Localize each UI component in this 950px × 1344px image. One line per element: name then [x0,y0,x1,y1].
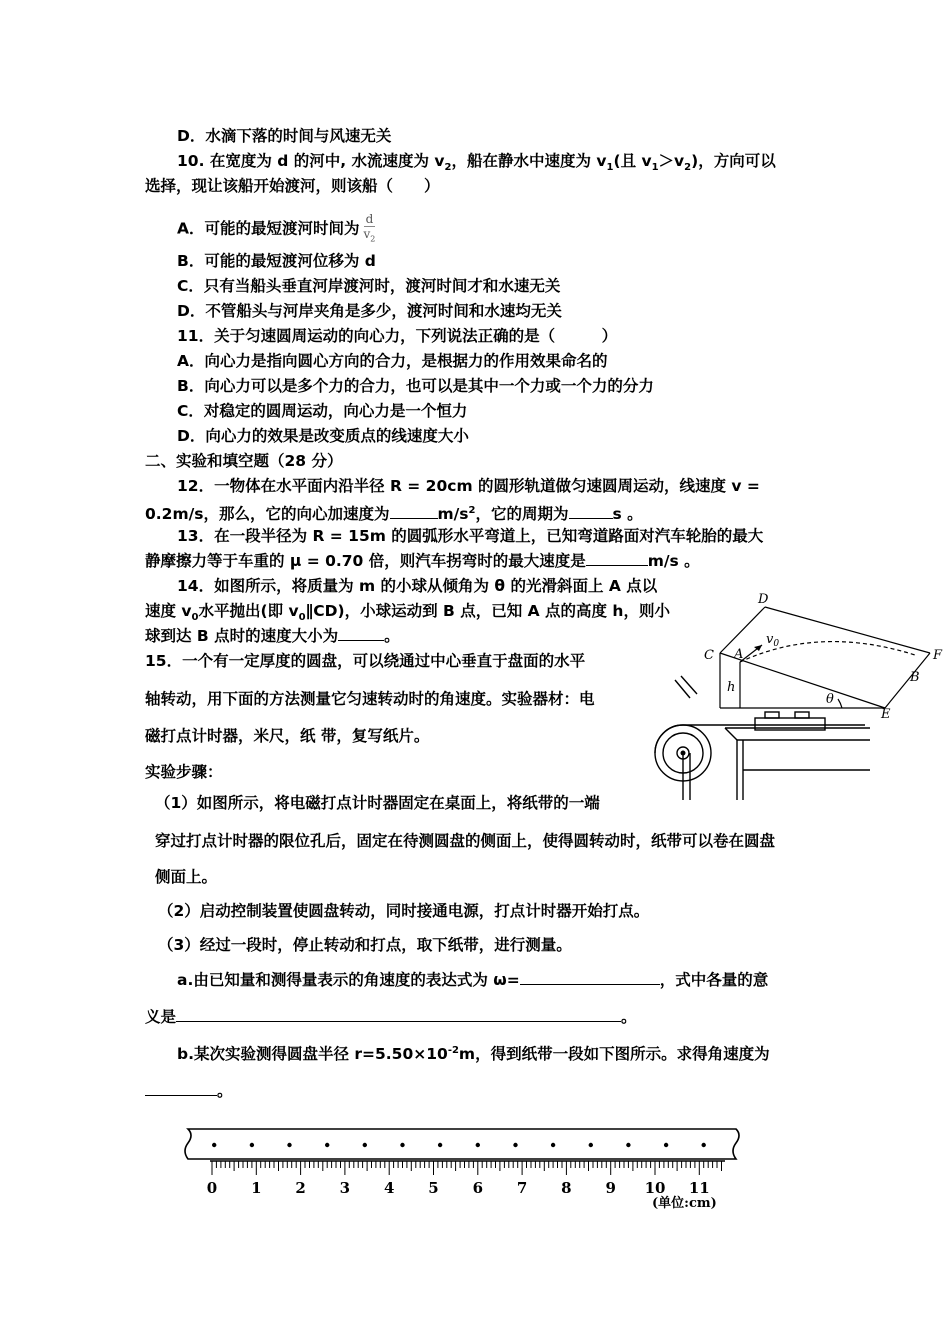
tape-dot [363,1143,367,1147]
q14-blank-speed-at-b[interactable] [338,626,384,641]
apparatus-figure [645,668,870,808]
tape-dot [513,1143,517,1147]
q14-line3: 球到达 B 点时的速度大小为 。 [145,627,400,645]
tape-dot [250,1143,254,1147]
q15-step1-line1: （1）如图所示，将电磁打点计时器固定在桌面上，将纸带的一端 [155,794,600,812]
label-h: h [727,680,736,695]
ruler-ticks-group [212,1161,722,1175]
ruler-label: 8 [561,1179,572,1197]
q15-a-line2: 义是 。 [145,1008,637,1026]
label-d: D [758,592,769,607]
q15-b-line2: 。 [145,1081,233,1101]
tape-dot [551,1143,555,1147]
section-2-heading: 二、实验和填空题（28 分） [145,452,343,470]
label-e: E [881,707,891,720]
q15-blank-omega-expression[interactable] [520,970,660,985]
q15-blank-angular-velocity[interactable] [145,1081,217,1096]
label-c: C [704,648,714,663]
q15-b-line1: b.某次实验测得圆盘半径 $r=5.50\times 10^{-2}m$，得到纸带一段如下图所示。求得角速度为 [177,1045,770,1064]
tape-dot [702,1143,706,1147]
q10-option-c: C．只有当船头垂直河岸渡河时，渡河时间才和水速无关 [177,277,561,295]
ruler-label: 1 [251,1179,262,1197]
q12-line1: 12．一物体在水平面内沿半径 R = 20cm 的圆形轨道做匀速圆周运动，线速度 v = [177,477,760,495]
q9-option-d: D．水滴下落的时间与风速无关 [177,127,392,145]
ruler-label: 4 [383,1179,395,1197]
q10-stem-line2: 选择，现让该船开始渡河，则该船（ ） [145,177,440,195]
q11-stem: 11．关于匀速圆周运动的向心力，下列说法正确的是（ ） [177,327,618,345]
timer-knob-2 [795,712,809,718]
q11-option-a: A．向心力是指向圆心方向的合力，是根据力的作用效果命名的 [177,352,608,370]
q14-line1: 14．如图所示，将质量为 m 的小球从倾角为 θ 的光滑斜面上 A 点以 [177,577,658,595]
tape-dot [476,1143,480,1147]
ruler-label: 0 [206,1179,218,1197]
timer-knob-1 [765,712,779,718]
q10-stem: 10. 在宽度为 d 的河中, 水流速度为 $v_2$，船在静水中速度为 $v_1$(且 $v_1>v_2$)，方向可以 [177,152,776,174]
q11-option-c: C．对稳定的圆周运动，向心力是一个恒力 [177,402,468,420]
ruler-label: 10 [644,1179,666,1197]
q15-a-line1: a.由已知量和测得量表示的角速度的表达式为 ω= ，式中各量的意 [177,971,769,989]
q15-line2: 轴转动，用下面的方法测量它匀速转动时的角速度。实验器材：电 [145,690,595,708]
q13-blank-speed[interactable] [586,551,648,566]
tape-dot [400,1143,404,1147]
q12-blank-period[interactable] [569,504,613,519]
ruler-label: 5 [428,1179,439,1197]
label-v0: $v_0$ [766,632,780,649]
q15-step2: （2）启动控制装置使圆盘转动，同时接通电源，打点计时器开始打点。 [158,902,650,920]
q15-step1-line3: 侧面上。 [155,868,218,886]
tape-dots-group [212,1143,706,1147]
ruler-label: 6 [472,1179,484,1197]
fraction-d-over-v2: $\frac{d}{v_2}$ [363,212,376,244]
label-f: F [933,648,943,663]
tape-dot [325,1143,329,1147]
hatch-2 [681,676,697,694]
q10-option-a: A．可能的最短渡河时间为 $\frac{d}{v_2}$ [177,212,375,246]
q15-line3: 磁打点计时器，米尺，纸 带，复写纸片。 [145,727,430,745]
q11-option-b: B．向心力可以是多个力的合力，也可以是其中一个力或一个力的分力 [177,377,654,395]
q14-line2: 速度 $v_0$水平抛出(即 $v_0\parallel CD$)，小球运动到 B 点，已知 A 点的高度 h，则小 [145,602,670,624]
edge-ef [885,653,930,708]
q15-line1: 15．一个有一定厚度的圆盘，可以绕通过中心垂直于盘面的水平 [145,652,586,670]
q13-line2: 静摩擦力等于车重的 μ = 0.70 倍，则汽车拐弯时的最大速度是 m/s 。 [145,552,700,570]
tape-dot [212,1143,216,1147]
tape-ruler-figure [180,1125,750,1215]
axle-dot [681,751,686,756]
table-bevel [725,728,737,740]
ruler-labels-group [207,1179,710,1197]
ruler-label: 3 [339,1179,351,1197]
ruler-label: 2 [295,1179,306,1197]
tape-dot [589,1143,593,1147]
q10-option-b: B．可能的最短渡河位移为 d [177,252,376,270]
q15-step1-line2: 穿过打点计时器的限位孔后，固定在待测圆盘的侧面上，使得圆转动时，纸带可以卷在圆盘 [155,832,776,850]
q10-option-d: D．不管船头与河岸夹角是多少，渡河时间和水速均无关 [177,302,562,320]
label-a: A [734,647,744,662]
ruler-label: 7 [516,1179,528,1197]
tape-dot [664,1143,668,1147]
q15-blank-meaning[interactable] [176,1007,621,1022]
q15-steps-title: 实验步骤： [145,763,223,781]
tape-dot [287,1143,291,1147]
tape-dot [626,1143,630,1147]
q15-step3: （3）经过一段时，停止转动和打点，取下纸带，进行测量。 [158,936,572,954]
paper-tape-strip [185,1129,739,1159]
ruler-label: 11 [688,1179,710,1197]
q12-blank-acceleration[interactable] [390,504,438,519]
ruler-label: 9 [605,1179,616,1197]
label-b: B [910,670,920,685]
tape-dot [438,1143,442,1147]
q11-option-d: D．向心力的效果是改变质点的线速度大小 [177,427,469,445]
q13-line1: 13．在一段半径为 R = 15m 的圆弧形水平弯道上，已知弯道路面对汽车轮胎的最大 [177,527,764,545]
ruler-unit-label: (单位:cm) [652,1196,717,1211]
label-theta: θ [826,692,834,707]
q12-line2: 0.2m/s，那么，它的向心加速度为 $m/s^2$，它的周期为 s 。 [145,505,643,524]
